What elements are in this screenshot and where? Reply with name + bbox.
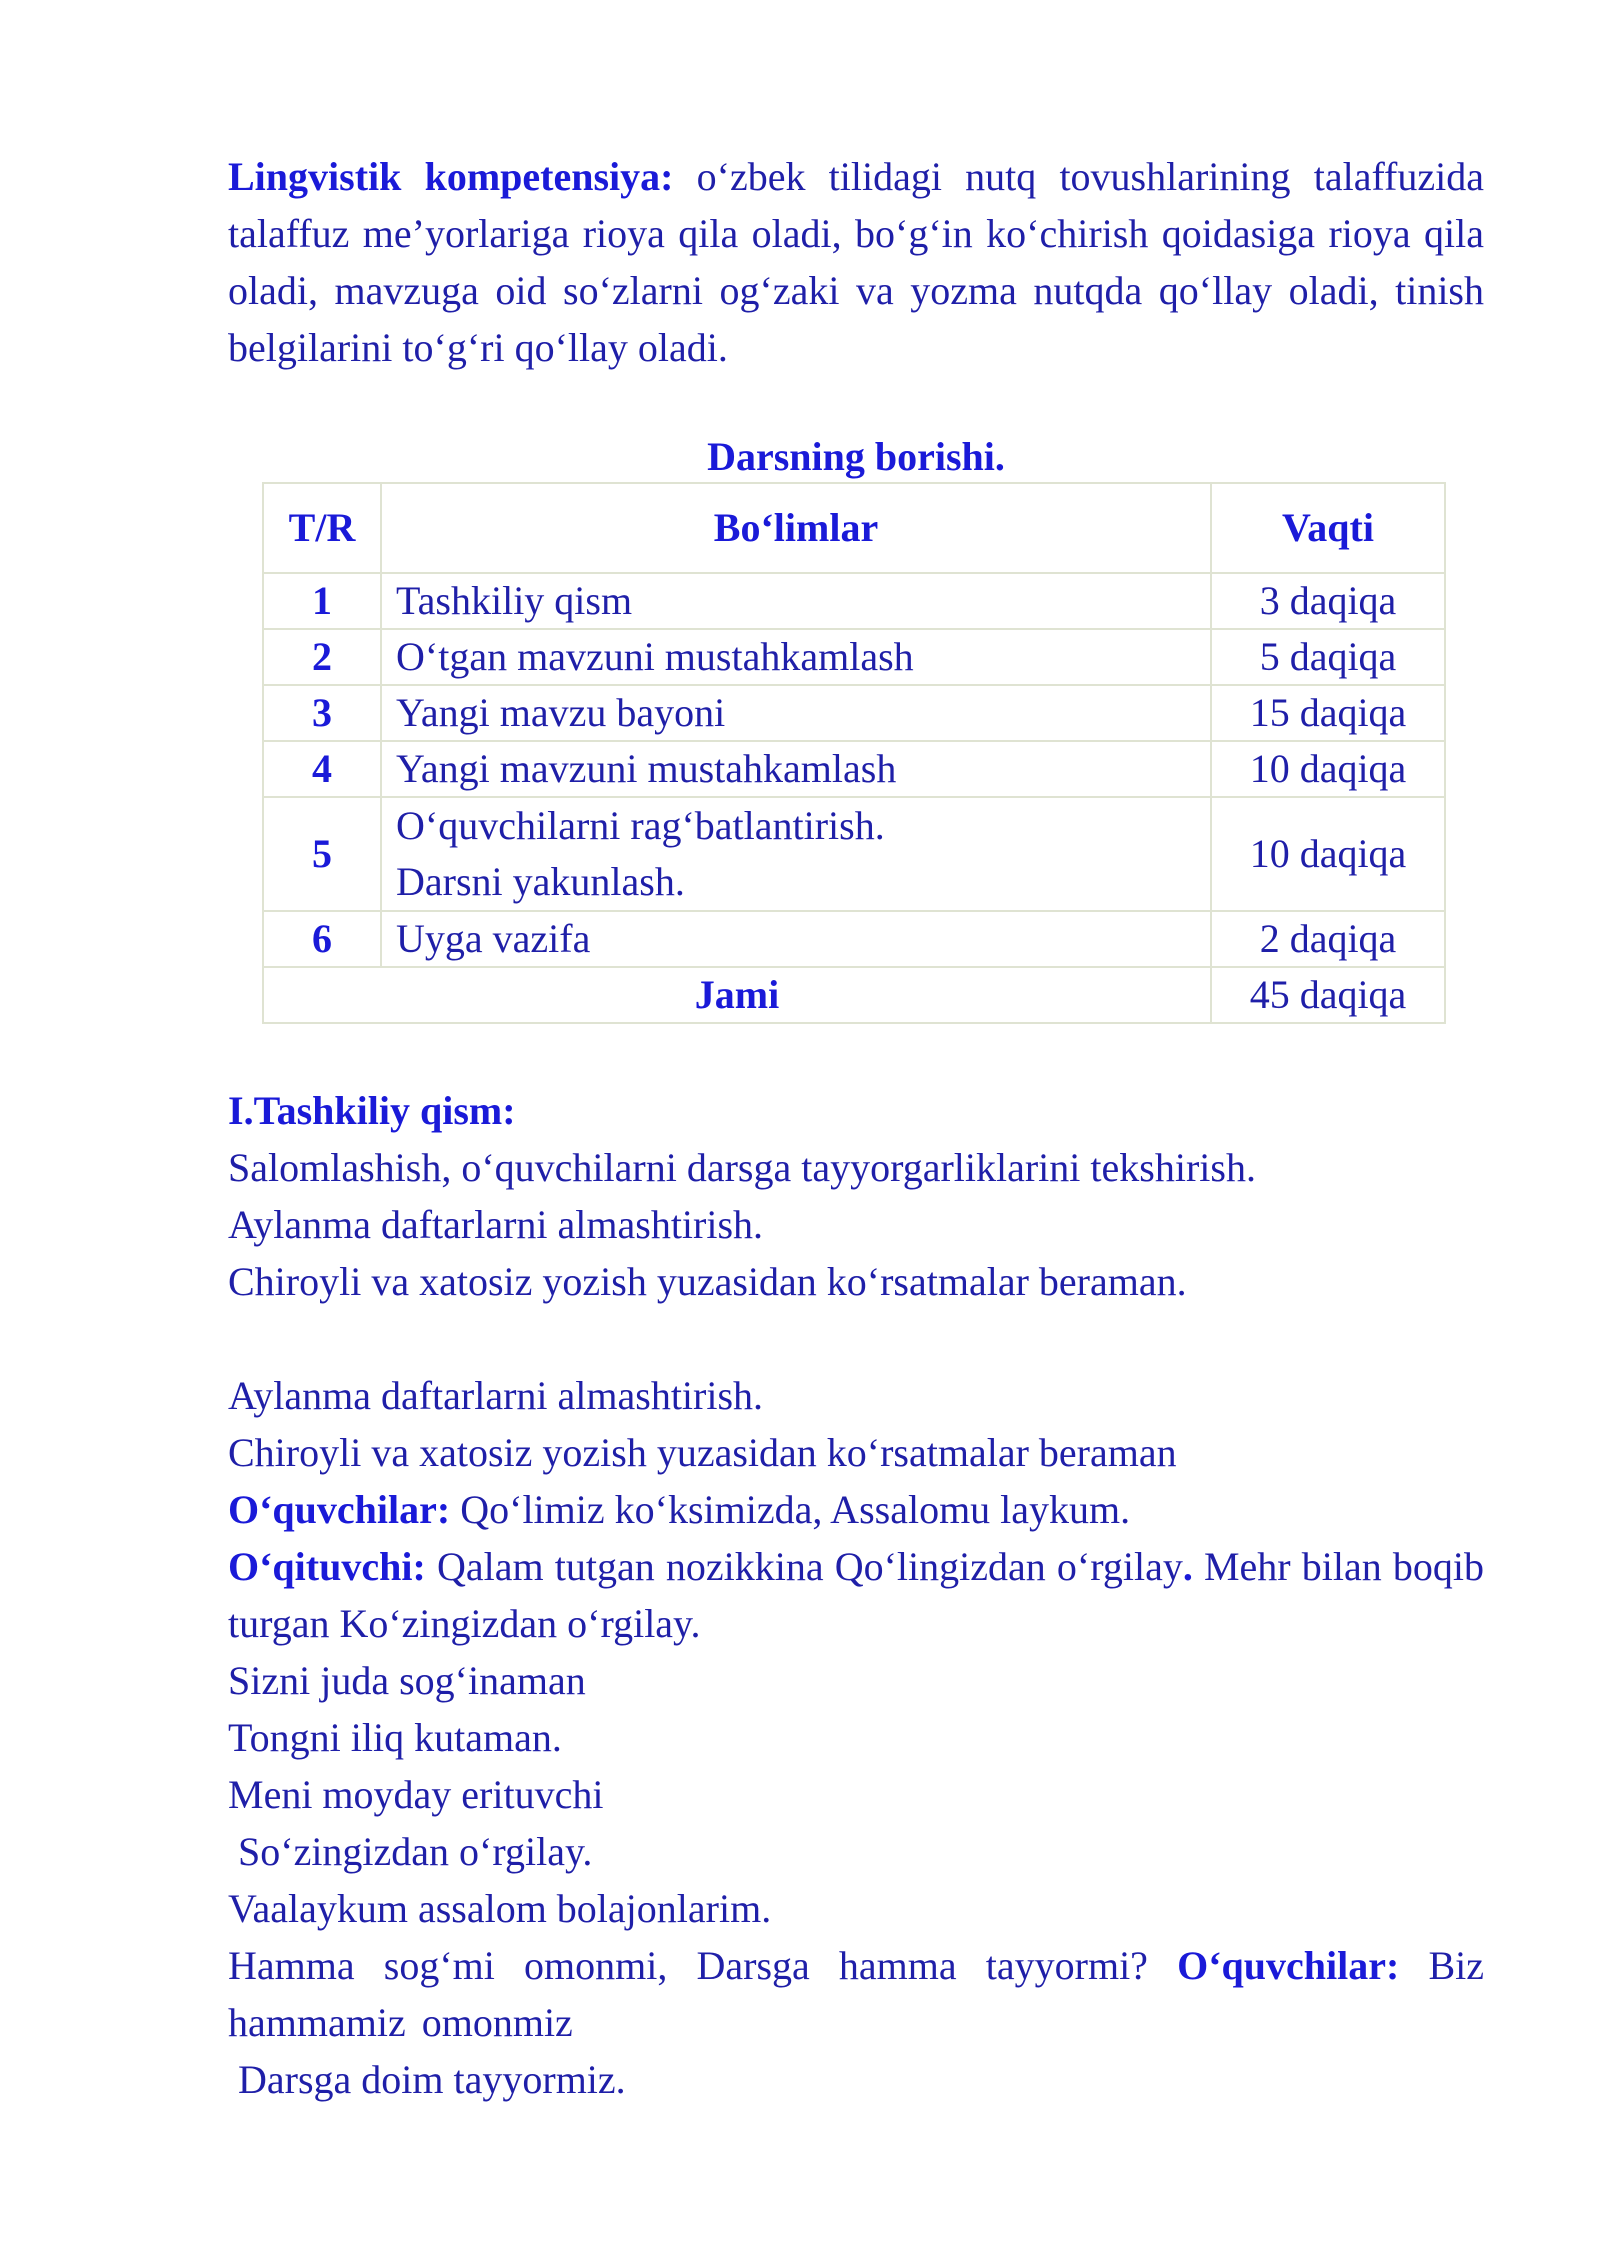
total-label: Jami: [263, 967, 1211, 1023]
poem-line: So‘zingizdan o‘rgilay.: [228, 1829, 593, 1874]
text-line: Aylanma daftarlarni almashtirish.: [228, 1373, 764, 1418]
row-section: Tashkiliy qism: [381, 573, 1211, 629]
row-section: Yangi mavzu bayoni: [381, 685, 1211, 741]
answer-text: Biz hammamiz omonmiz: [228, 1943, 1484, 2045]
row-section: [381, 797, 1211, 911]
row-time: 10 daqiqa: [1211, 797, 1445, 911]
total-time: 45 daqiqa: [1211, 967, 1445, 1023]
lesson-plan-table: [262, 482, 1446, 1024]
row-time: 2 daqiqa: [1211, 911, 1445, 967]
text-line: Salomlashish, o‘quvchilarni darsga tayyorgarliklarini tekshirish.: [228, 1145, 1256, 1190]
poem-line: Meni moyday erituvchi: [228, 1772, 604, 1817]
header-sections: Bo‘limlar: [381, 483, 1211, 573]
teacher-text: Mehr bilan boqib turgan Ko‘zingizdan o‘rgilay.: [228, 1544, 1485, 1646]
poem-line: Vaalaykum assalom bolajonlarim.: [228, 1886, 772, 1931]
row-time: 10 daqiqa: [1211, 741, 1445, 797]
table-row: [263, 911, 1445, 967]
table-header-row: [263, 483, 1445, 573]
teacher-dot: .: [1182, 1544, 1193, 1589]
table-row: [263, 573, 1445, 629]
header-number: T/R: [263, 483, 381, 573]
text-line: Darsga doim tayyormiz.: [228, 2057, 626, 2102]
row-section: O‘tgan mavzuni mustahkamlash: [381, 629, 1211, 685]
question-text: Hamma sog‘mi omonmi, Darsga hamma tayyormi?: [228, 1943, 1178, 1988]
poem-line: Tongni iliq kutaman.: [228, 1715, 562, 1760]
pupils-label: O‘quvchilar:: [228, 1487, 451, 1532]
row-number: 3: [263, 685, 381, 741]
teacher-paragraph: [228, 1538, 1484, 1652]
pupils-line: [228, 1481, 1484, 1538]
teacher-text: Qalam tutgan nozikkina Qo‘lingizdan o‘rgilay: [425, 1544, 1183, 1589]
row-section: Yangi mavzuni mustahkamlash: [381, 741, 1211, 797]
document-page: [228, 148, 1484, 2108]
section-title: I.Tashkiliy qism:: [228, 1088, 516, 1133]
competence-label: Lingvistik kompetensiya:: [228, 154, 674, 199]
table-title: Darsning borishi.: [707, 434, 1005, 479]
table-row: [263, 741, 1445, 797]
header-time: Vaqti: [1211, 483, 1445, 573]
text-line: Chiroyli va xatosiz yozish yuzasidan ko‘rsatmalar beraman: [228, 1430, 1177, 1475]
table-row: [263, 797, 1445, 911]
row-time: 3 daqiqa: [1211, 573, 1445, 629]
competence-paragraph: [228, 148, 1484, 376]
pupils-text: Qo‘limiz ko‘ksimizda, Assalomu laykum.: [450, 1487, 1131, 1532]
teacher-label: O‘qituvchi:: [228, 1544, 426, 1589]
poem-line: Sizni juda sog‘inaman: [228, 1658, 586, 1703]
organizational-section: [228, 1082, 1484, 2108]
table-row: [263, 629, 1445, 685]
row-number: 1: [263, 573, 381, 629]
row-time: 15 daqiqa: [1211, 685, 1445, 741]
pupils-label: O‘quvchilar:: [1177, 1943, 1400, 1988]
row-section-line: O‘quvchilarni rag‘batlantirish.: [396, 803, 885, 848]
row-number: 6: [263, 911, 381, 967]
row-number: 4: [263, 741, 381, 797]
text-line: Chiroyli va xatosiz yozish yuzasidan ko‘rsatmalar beraman.: [228, 1259, 1187, 1304]
table-total-row: [263, 967, 1445, 1023]
row-number: 2: [263, 629, 381, 685]
row-section-line: Darsni yakunlash.: [396, 859, 685, 904]
table-row: [263, 685, 1445, 741]
question-paragraph: [228, 1937, 1484, 2051]
row-section: Uyga vazifa: [381, 911, 1211, 967]
row-time: 5 daqiqa: [1211, 629, 1445, 685]
row-number: 5: [263, 797, 381, 911]
competence-text: o‘zbek tilidagi nutq tovushlarining talaffuzida talaffuz me’yorlariga rioya qila oladi, bo‘g‘in ko‘chirish qoidasiga rioya qila oladi, mavzuga oid so‘zlarni og‘zaki va yozma nutqda qo‘llay oladi, tinish belgilarini to‘g‘ri qo‘llay oladi.: [228, 154, 1484, 370]
text-line: Aylanma daftarlarni almashtirish.: [228, 1202, 764, 1247]
